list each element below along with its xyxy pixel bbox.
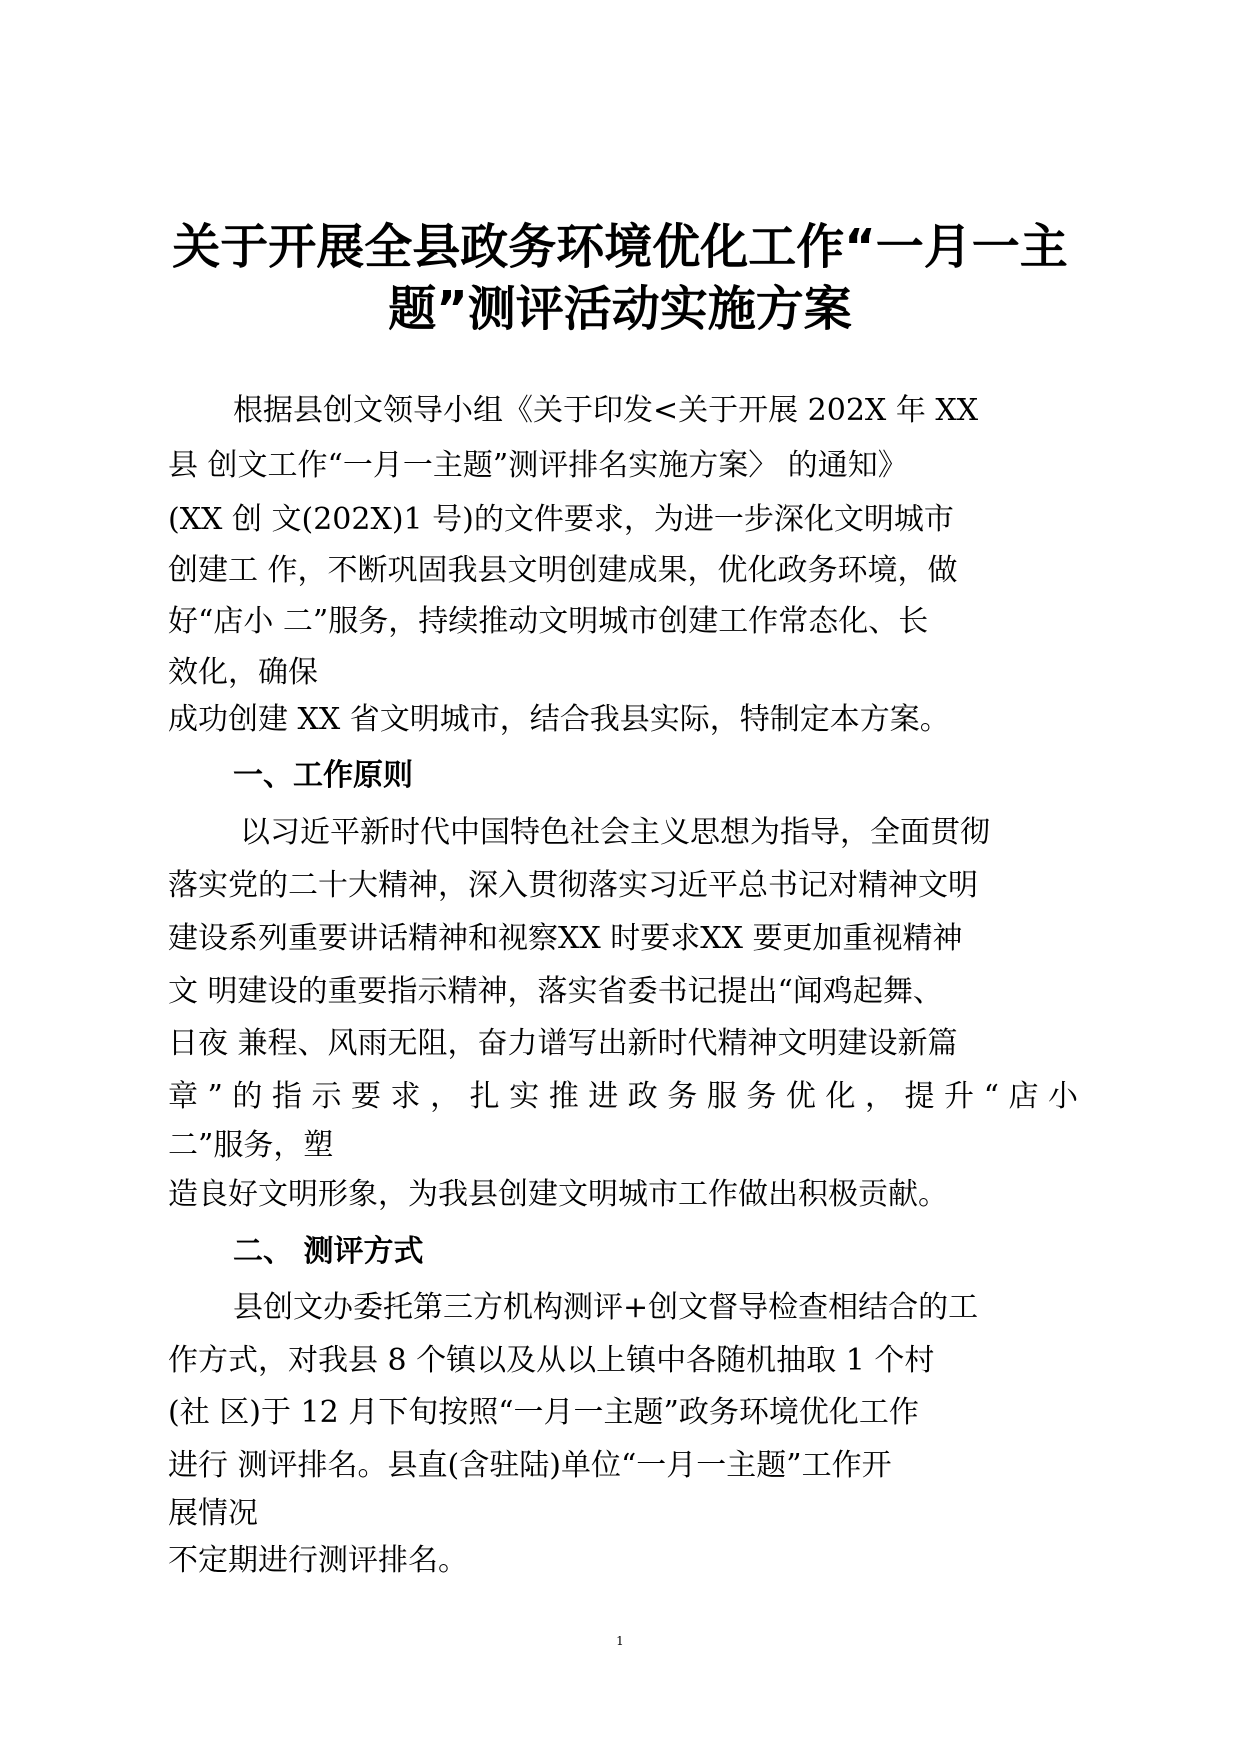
page-number: 1 [616,1634,624,1648]
paragraph-1-line-4: 创建工 作，不断巩固我县文明创建成果，优化政务环境，做 [168,553,958,588]
paragraph-3-line-3: (社 区)于 12 月下旬按照“一月一主题”政务环境优化工作 [168,1395,919,1430]
document-title-line-2: 题”测评活动实施方案 [388,281,852,337]
paragraph-2-line-4: 文 明建设的重要指示精神，落实省委书记提出“闻鸡起舞、 [168,974,943,1009]
paragraph-3-line-6: 不定期进行测评排名。 [168,1543,468,1578]
paragraph-1-line-1: 根据县创文领导小组《关于印发<关于开展 202X 年 XX [233,393,979,428]
section-heading-1: 一、工作原则 [233,758,413,793]
paragraph-3-line-4: 进行 测评排名。县直(含驻陆)单位“一月一主题”工作开 [168,1448,892,1483]
section-heading-2: 二、 测评方式 [233,1234,424,1269]
paragraph-3-line-1: 县创文办委托第三方机构测评+创文督导检查相结合的工 [233,1290,979,1325]
document-title-line-1: 关于开展全县政务环境优化工作“一月一主 [172,219,1068,275]
paragraph-3-line-5: 展情况 [168,1496,258,1531]
paragraph-2-line-5: 日夜 兼程、风雨无阻，奋力谱写出新时代精神文明建设新篇 [168,1026,958,1061]
paragraph-1-line-3: (XX 创 文(202X)1 号)的文件要求，为进一步深化文明城市 [168,502,954,537]
paragraph-2-line-7: 二”服务，塑 [168,1128,334,1163]
paragraph-2-line-3: 建设系列重要讲话精神和视察XX 时要求XX 要更加重视精神 [168,921,963,956]
paragraph-3-line-2: 作方式，对我县 8 个镇以及从以上镇中各随机抽取 1 个村 [168,1343,935,1378]
paragraph-1-line-7: 成功创建 XX 省文明城市，结合我县实际，特制定本方案。 [168,702,950,737]
paragraph-2-line-6: 章 ” 的 指 示 要 求 ， 扎 实 推 进 政 务 服 务 优 化 ， 提 升 “ 店 小 [168,1079,1079,1114]
paragraph-2-line-8: 造良好文明形象，为我县创建文明城市工作做出积极贡献。 [168,1177,948,1212]
paragraph-1-line-6: 效化，确保 [168,655,318,690]
paragraph-2-line-2: 落实党的二十大精神，深入贯彻落实习近平总书记对精神文明 [168,868,978,903]
paragraph-2-line-1: 以习近平新时代中国特色社会主义思想为指导，全面贯彻 [240,815,990,850]
paragraph-1-line-2: 县 创文工作“一月一主题”测评排名实施方案〉 的通知》 [168,448,908,483]
paragraph-1-line-5: 好“店小 二”服务，持续推动文明城市创建工作常态化、长 [168,604,929,639]
